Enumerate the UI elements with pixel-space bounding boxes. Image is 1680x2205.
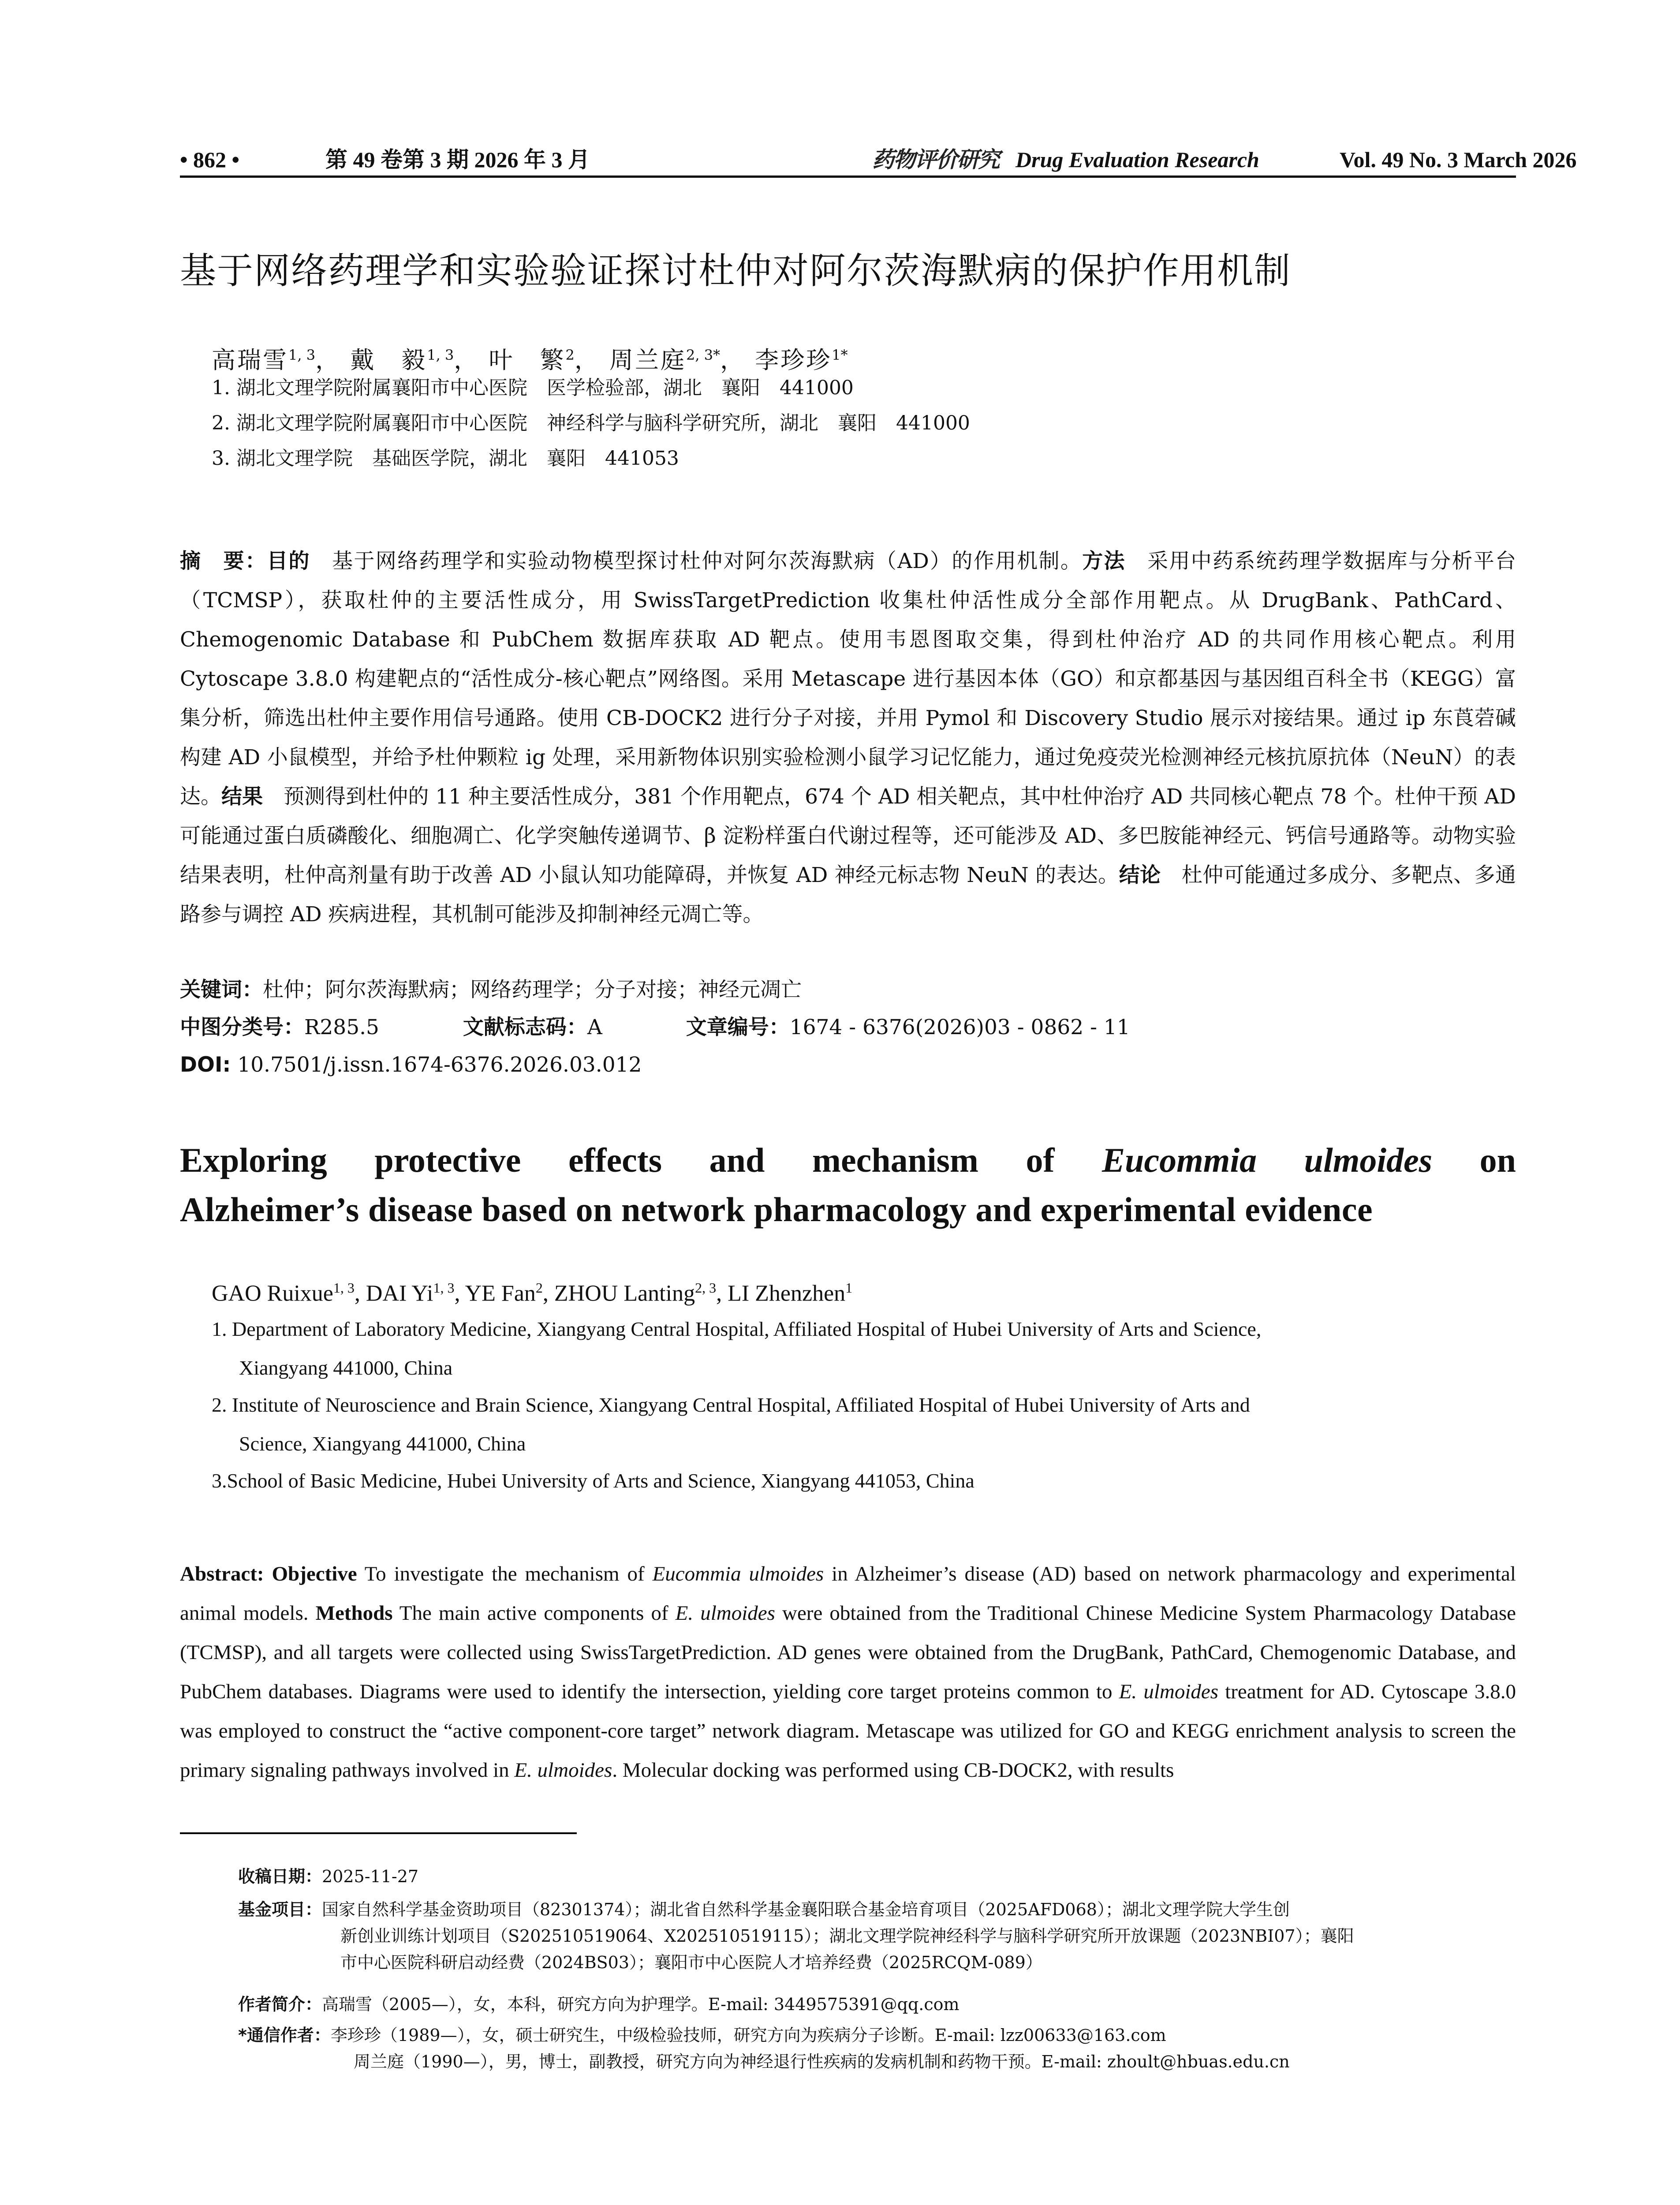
abstract-text: To investigate the mechanism of [357,1562,653,1585]
author-affil-sup: 2, 3 [695,1280,717,1296]
doc-code-value: A [587,1015,602,1039]
author-name: 戴 毅 [350,346,427,374]
funding-line: 市中心医院科研启动经费（2024BS03）；襄阳市中心医院人才培养经费（2025RCQM-089） [340,1953,1042,1972]
methods-label-en: Methods [315,1602,393,1625]
author-affil-sup: 1 [845,1280,853,1296]
author-affil-sup: 2 [535,1280,543,1296]
author-name: YE Fan [465,1281,536,1306]
keywords-cn [180,972,802,1008]
author-name: ZHOU Lanting [554,1281,695,1306]
results-label-cn: 结果 [221,785,263,809]
affiliation-cn-3: 3. 湖北文理学院 基础医学院，湖北 襄阳 441053 [212,447,679,470]
doi-label: DOI: [180,1053,231,1077]
issue-info-cn: 第 49 卷第 3 期 2026 年 3 月 [325,147,590,172]
abstract-label-cn: 摘 要： [180,549,267,573]
author-affil-sup: 1, 3 [333,1280,355,1296]
funding-label: 基金项目： [238,1900,322,1919]
author-name: DAI Yi [366,1281,433,1306]
author-name: GAO Ruixue [212,1281,333,1306]
methods-text-cn: 采用中药系统药理学数据库与分析平台（TCMSP），获取杜仲的主要活性成分，用 SwissTargetPrediction 收集杜仲活性成分全部作用靶点。从 DrugBank、PathCard、Chemogenomic Database 和 PubChem 数据库获取 AD 靶点。使用韦恩图取交集，得到杜仲治疗 AD 的共同作用核心靶点。利用 Cytoscape 3.8.0 构建靶点的“活性成分-核心靶点”网络图。采用 Metascape 进行基因本体（GO）和京都基因与基因组百科全书（KEGG）富集分析，筛选出杜仲主要作用信号通路。使用 CB-DOCK2 进行分子对接，并用 Pymol 和 Discovery Studio 展示对接结果。通过 ip 东莨菪碱构建 AD 小鼠模型，并给予杜仲颗粒 ig 处理，采用新物体识别实验检测小鼠学习记忆能力，通过免疫荧光检测神经元核抗原抗体（NeuN）的表达。 [180,549,1516,809]
corresponding-authors [238,2022,1517,2075]
running-header [180,142,1577,177]
species-italic: E. ulmoides [1119,1680,1219,1703]
author-affil-sup: 1, 3 [288,347,316,363]
clc-label: 中图分类号： [180,1015,304,1039]
objective-label-cn: 目的 [267,549,310,573]
abstract-cn [180,542,1516,934]
affiliation-en-1 [212,1310,1517,1387]
affiliation-line: 1. Department of Laboratory Medicine, Xiangyang Central Hospital, Affiliated Hospital of Hubei University of Arts and Science, [212,1318,1262,1340]
abstract-label-en: Abstract: [180,1562,264,1585]
header-rule [180,176,1516,178]
conclusion-text-cn: 杜仲可能通过多成分、多靶点、多通路参与调控 AD 疾病进程，其机制可能涉及抑制神经元凋亡等。 [180,863,1516,927]
affiliation-line: 2. Institute of Neuroscience and Brain Science, Xiangyang Central Hospital, Affiliated Hospital of Hubei University of Arts and [212,1394,1250,1416]
author-affil-sup: 2, 3* [686,347,721,363]
journal-logo-cn: 药物评价研究 [872,146,999,172]
abstract-text: in Alzheimer’s disease (AD) based on network pharmacology and experimental animal models. [180,1562,1516,1625]
abstract-text: treatment for AD. Cytoscape 3.8.0 was employed to construct the “active component-core target” network diagram. Metascape was utilized for GO and KEGG enrichment analysis to screen the primary signaling pathways involved in [180,1680,1516,1782]
article-title-cn: 基于网络药理学和实验验证探讨杜仲对阿尔茨海默病的保护作用机制 [180,250,1292,292]
journal-name-en: Drug Evaluation Research [1015,147,1259,172]
objective-label-en: Objective [272,1562,357,1585]
funding-line: 新创业训练计划项目（S202510519064、X202510519115）；湖北文理学院神经科学与脑科学研究所开放课题（2023NBI07）；襄阳 [340,1926,1354,1946]
corresponding-author-2: 周兰庭（1990—），男，博士，副教授，研究方向为神经退行性疾病的发病机制和药物干预。E-mail: zhoult@hbuas.edu.cn [354,2052,1290,2071]
received-date [238,1863,1517,1890]
abstract-text: were obtained from the Traditional Chinese Medicine System Pharmacology Database (TCMSP), and all targets were collected using SwissTargetPrediction. AD genes were obtained from the DrugBank, PathCard, Chemogenomic Database, and PubChem databases. Diagrams were used to identify the intersection, yielding core target proteins common to [180,1602,1516,1703]
article-no-value: 1674 - 6376(2026)03 - 0862 - 11 [789,1015,1130,1039]
abstract-text: The main active components of [392,1602,676,1625]
species-italic: E. ulmoides [514,1759,612,1782]
author-affil-sup: 1* [832,347,848,363]
keywords-label: 关键词： [180,978,263,1002]
page-number: • 862 • [180,147,240,172]
author-name: 叶 繁 [489,346,566,374]
received-value: 2025-11-27 [322,1867,419,1886]
article-no-label: 文章编号： [686,1015,790,1039]
objective-text-cn: 基于网络药理学和实验动物模型探讨杜仲对阿尔茨海默病（AD）的作用机制。 [310,549,1083,573]
author-list-en: GAO Ruixue$^{1, 3}$, DAI Yi$^{1, 3}$, YE Fan$^2$, ZHOU Lanting$^{2, 3}$, LI Zhenzhen$^1$ [212,1280,853,1306]
article-title-en-line2: Alzheimer’s disease based on network pharmacology and experimental evidence [180,1190,1373,1229]
title-text: on [1479,1141,1516,1179]
affiliation-cn-1: 1. 湖北文理学院附属襄阳市中心医院 医学检验部，湖北 襄阳 441000 [212,377,854,399]
author-bio [238,1991,1517,2018]
methods-label-cn: 方法 [1082,549,1126,573]
affiliation-line: Science, Xiangyang 441000, China [239,1432,526,1455]
affiliation-en-2 [212,1386,1517,1463]
doi-link[interactable]: 10.7501/j.issn.1674-6376.2026.03.012 [231,1053,642,1077]
abstract-text: . Molecular docking was performed using CB-DOCK2, with results [612,1759,1174,1782]
clc-value: R285.5 [304,1015,379,1039]
title-species-italic: Eucommia ulmoides [1102,1141,1433,1179]
affiliation-cn-2: 2. 湖北文理学院附属襄阳市中心医院 神经科学与脑科学研究所，湖北 襄阳 441000 [212,412,970,434]
affiliation-line: Xiangyang 441000, China [239,1357,453,1379]
author-name: LI Zhenzhen [728,1281,846,1306]
species-italic: Eucommia ulmoides [652,1562,824,1585]
author-bio-text: 高瑞雪（2005—），女，本科，研究方向为护理学。E-mail: 3449575391@qq.com [322,1995,959,2014]
author-affil-sup: 1, 3 [427,347,454,363]
author-affil-sup: 2 [565,347,575,363]
funding [238,1896,1517,1976]
classification-line [180,1010,1130,1045]
corresponding-label: *通信作者： [238,2026,331,2045]
issue-info-en: Vol. 49 No. 3 March 2026 [1340,147,1577,172]
abstract-en [180,1555,1516,1790]
species-italic: E. ulmoides [675,1602,775,1625]
funding-line: 国家自然科学基金资助项目（82301374）；湖北省自然科学基金襄阳联合基金培育项目（2025AFD068）；湖北文理学院大学生创 [322,1900,1290,1919]
results-text-cn: 预测得到杜仲的 11 种主要活性成分，381 个作用靶点，674 个 AD 相关靶点，其中杜仲治疗 AD 共同核心靶点 78 个。杜仲干预 AD 可能通过蛋白质磷酸化、细胞凋亡、化学突触传递调节、β 淀粉样蛋白代谢过程等，还可能涉及 AD、多巴胺能神经元、钙信号通路等。动物实验结果表明，杜仲高剂量有助于改善 AD 小鼠认知功能障碍，并恢复 AD 神经元标志物 NeuN 的表达。 [180,785,1516,887]
article-title-en-line1 [180,1136,1516,1185]
author-bio-label: 作者简介： [238,1995,322,2014]
doi-line [180,1047,642,1083]
footnote-rule [180,1832,577,1834]
keywords-text: 杜仲；阿尔茨海默病；网络药理学；分子对接；神经元凋亡 [263,978,802,1002]
received-label: 收稿日期： [238,1867,322,1886]
title-text: Exploring protective effects and mechanism of [180,1141,1055,1179]
author-affil-sup: 1, 3 [433,1280,455,1296]
conclusion-label-cn: 结论 [1119,863,1161,887]
doc-code-label: 文献标志码： [463,1015,587,1039]
corresponding-author-1: 李珍珍（1989—），女，硕士研究生，中级检验技师，研究方向为疾病分子诊断。E-mail: lzz00633@163.com [330,2026,1166,2045]
author-name: 高瑞雪 [212,346,288,374]
author-list-cn: 高瑞雪$^{1, 3}$， 戴 毅$^{1, 3}$， 叶 繁$^2$， 周兰庭$^{2, 3*}$， 李珍珍$^{1*}$ [212,346,848,374]
author-name: 李珍珍 [755,346,832,374]
affiliation-line: 3.School of Basic Medicine, Hubei University of Arts and Science, Xiangyang 441053, China [212,1469,974,1492]
author-name: 周兰庭 [609,346,686,374]
affiliation-en-3 [212,1461,1517,1500]
